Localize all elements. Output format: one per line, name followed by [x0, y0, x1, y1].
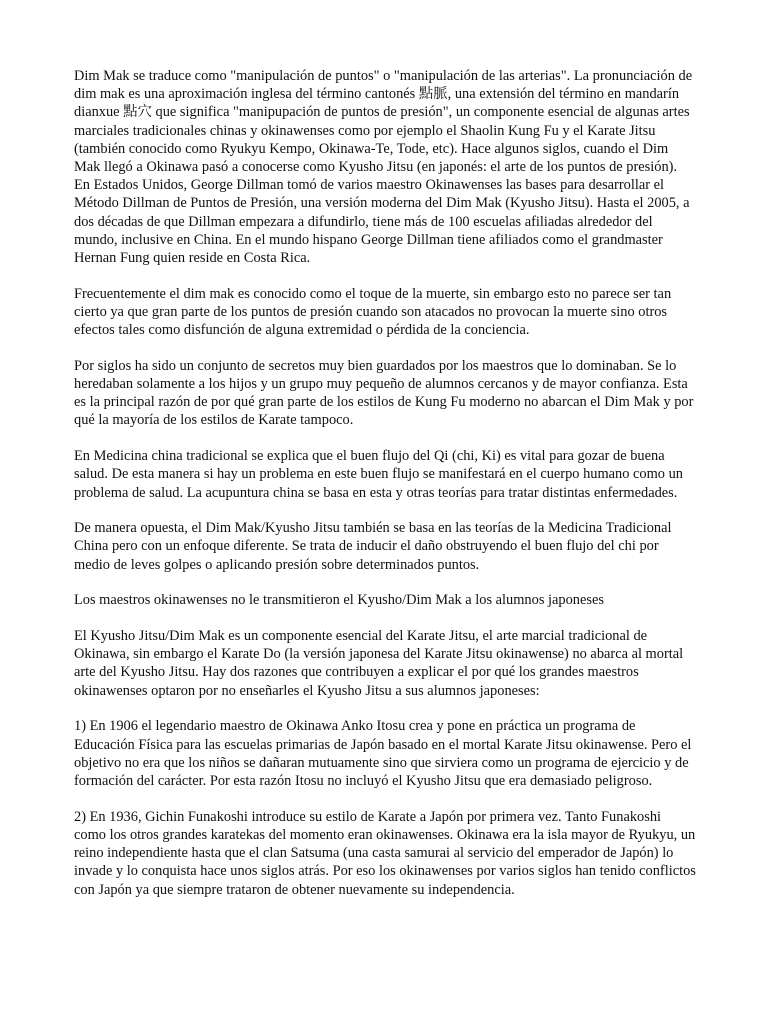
paragraph-opposite: De manera opuesta, el Dim Mak/Kyusho Jitsu también se basa en las teorías de la Medicina Tradicional China pero con un enfoque diferente. Se trata de inducir el daño obstruyendo el buen flujo del chi por medio de leves golpes o aplicando presión sobre determinados puntos.	[74, 520, 672, 573]
document-page	[74, 67, 696, 916]
paragraph-reason-1: 1) En 1906 el legendario maestro de Okinawa Anko Itosu crea y pone en práctica un programa de Educación Física para las escuelas primarias de Japón basado en el mortal Karate Jitsu okinawense. Pero el objetivo no era que los niños se dañaran mutuamente sino que sirviera como un programa de ejercicio y de formación del carácter. Por esta razón Itosu no incluyó el Kyusho Jitsu que era demasiado peligroso.	[74, 718, 692, 789]
paragraph-karate-jitsu: El Kyusho Jitsu/Dim Mak es un componente esencial del Karate Jitsu, el arte marcial tradicional de Okinawa, sin embargo el Karate Do (la versión japonesa del Karate Jitsu okinawense) no abarca al mortal arte del Kyusho Jitsu. Hay dos razones que contribuyen a explicar el por qué los grandes maestros okinawenses optaron por no enseñarles el Kyusho Jitsu a sus alumnos japoneses:	[74, 628, 684, 699]
paragraph-intro: Dim Mak se traduce como "manipulación de puntos" o "manipulación de las arterias". La pronunciación de dim mak es una aproximación inglesa del término cantonés 點脈, una extensión del término en mandarín dianxue 點穴 que significa "manipupación de puntos de presión", un componente esencial de algunas artes marciales tradicionales chinas y okinawenses como por ejemplo el Shaolin Kung Fu y el Karate Jitsu (también conocido como Ryukyu Kempo, Okinawa-Te, Tode, etc). Hace algunos siglos, cuando el Dim Mak llegó a Okinawa pasó a conocerse como Kyusho Jitsu (en japonés: el arte de los puntos de presión). En Estados Unidos, George Dillman tomó de varios maestro Okinawenses las bases para desarrollar el Método Dillman de Puntos de Presión, una versión moderna del Dim Mak (Kyusho Jitsu). Hasta el 2005, a dos décadas de que Dillman empezara a difundirlo, tiene más de 100 escuelas afiliadas alrededor del mundo, inclusive en China. En el mundo hispano George Dillman tiene afiliados como el grandmaster Hernan Fung quien reside en Costa Rica.	[74, 68, 693, 267]
paragraph-heading-okinawan-masters: Los maestros okinawenses no le transmitieron el Kyusho/Dim Mak a los alumnos japoneses	[74, 592, 604, 609]
paragraph-chinese-medicine: En Medicina china tradicional se explica que el buen flujo del Qi (chi, Ki) es vital para gozar de buena salud. De esta manera si hay un problema en este buen flujo se manifestará en el cuerpo humano como un problema de salud. La acupuntura china se basa en esta y otras teorías para tratar distintas enfermedades.	[74, 448, 683, 501]
paragraph-secrets: Por siglos ha sido un conjunto de secretos muy bien guardados por los maestros que lo dominaban. Se lo heredaban solamente a los hijos y un grupo muy pequeño de alumnos cercanos y de mayor confianza. Esta es la principal razón de por qué gran parte de los estilos de Kung Fu moderno no abarcan el Dim Mak y por qué la mayoría de los estilos de Karate tampoco.	[74, 357, 694, 429]
paragraph-touch-of-death: Frecuentemente el dim mak es conocido como el toque de la muerte, sin embargo esto no parece ser tan cierto ya que gran parte de los puntos de presión cuando son atacados no provocan la muerte sino otros efectos tales como disfunción de alguna extremidad o pérdida de la conciencia.	[74, 285, 672, 339]
paragraph-reason-2: 2) En 1936, Gichin Funakoshi introduce su estilo de Karate a Japón por primera vez. Tanto Funakoshi como los otros grandes karatekas del momento eran okinawenses. Okinawa era la isla mayor de Ryukyu, un reino independiente hasta que el clan Satsuma (una casta samurai al servicio del emperador de Japón) lo invade y lo conquista hace unos siglos atrás. Por eso los okinawenses por varios siglos han tenido conflictos con Japón ya que siempre trataron de obtener nuevamente su independencia.	[74, 808, 696, 898]
